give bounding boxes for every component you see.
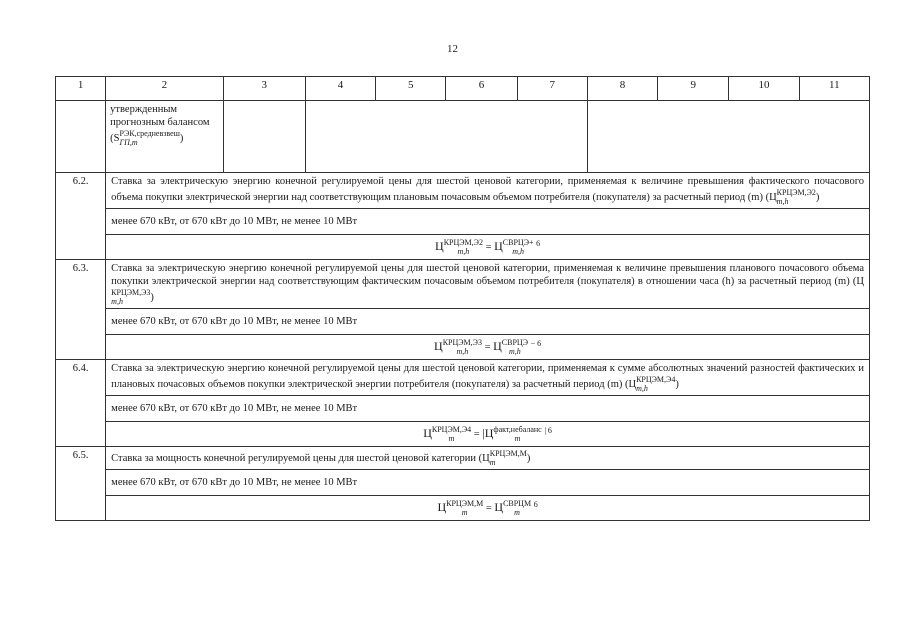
capacity-range: менее 670 кВт, от 670 кВт до 10 МВт, не менее 10 МВт xyxy=(106,470,870,496)
item-number: 6.2. xyxy=(56,173,106,260)
header-row xyxy=(56,77,870,101)
formula: Ц КРЦЭМ,Э4 m = |Ц факт,небаланс m $^{| 6}$ xyxy=(106,422,870,447)
formula: Ц КРЦЭМ,Э2 m,h = Ц СВРЦЭ+ m,h $^6$ xyxy=(106,235,870,260)
formula-row xyxy=(56,335,870,360)
formula: Ц КРЦЭМ,Э3 m,h = Ц СВРЦЭ m,h $^{- 6}$ xyxy=(106,335,870,360)
col-header: 10 xyxy=(729,77,799,101)
capacity-range: менее 670 кВт, от 670 кВт до 10 МВт, не менее 10 МВт xyxy=(106,396,870,422)
range-row xyxy=(56,470,870,496)
item-row xyxy=(56,360,870,396)
tariff-table xyxy=(55,76,870,521)
formula-row xyxy=(56,422,870,447)
item-number: 6.4. xyxy=(56,360,106,447)
item-description: Ставка за мощность конечной регулируемой цены для шестой ценовой категории (Ц КРЦЭМ,М m ) xyxy=(106,447,870,470)
item-row xyxy=(56,260,870,309)
page-number: 12 xyxy=(447,43,458,55)
formula-row xyxy=(56,496,870,521)
col-header: 3 xyxy=(223,77,305,101)
formula: Ц КРЦЭМ,М m = Ц СВРЦМ m $^6$ xyxy=(106,496,870,521)
range-row xyxy=(56,396,870,422)
col-header: 11 xyxy=(799,77,869,101)
col-header: 4 xyxy=(305,77,375,101)
item-description: Ставка за электрическую энергию конечной регулируемой цены для шестой ценовой категории, применяемая к величине превышения фактического почасового объема покупки электрической энергии над соответствующим плановым почасовым объемом потребителя (покупателя) за расчетный период (m) (Ц КРЦЭМ,Э2 m,h ) xyxy=(106,173,870,209)
col-header: 9 xyxy=(658,77,729,101)
continuation-row xyxy=(56,101,870,173)
item-row xyxy=(56,447,870,470)
item-number: 6.3. xyxy=(56,260,106,360)
item-number: 6.5. xyxy=(56,447,106,521)
capacity-range: менее 670 кВт, от 670 кВт до 10 МВт, не менее 10 МВт xyxy=(106,209,870,235)
col-header: 2 xyxy=(106,77,223,101)
item-row xyxy=(56,173,870,209)
col-header: 5 xyxy=(376,77,446,101)
range-row xyxy=(56,209,870,235)
continuation-text: утвержденным прогнозным балансом (S РЭК,средневзвеш ГП,m ) xyxy=(106,101,223,173)
col-header: 1 xyxy=(56,77,106,101)
col-header: 8 xyxy=(587,77,657,101)
formula-row xyxy=(56,235,870,260)
col-header: 6 xyxy=(446,77,517,101)
item-description: Ставка за электрическую энергию конечной регулируемой цены для шестой ценовой категории, применяемая к сумме абсолютных значений разностей фактических и плановых почасовых объемов покупки электрической энергии потребителя (покупателя) за расчетный период (m) (Ц КРЦЭМ,Э4 m,h ) xyxy=(106,360,870,396)
range-row xyxy=(56,309,870,335)
item-description: Ставка за электрическую энергию конечной регулируемой цены для шестой ценовой категории, применяемая к величине превышения планового почасового объема покупки электрической энергии над соответствующим фактическим почасовым объемом потребителя (покупателя) в отношении часа (h) за расчетный период (m) (Ц КРЦЭМ,Э3 m,h ) xyxy=(106,260,870,309)
capacity-range: менее 670 кВт, от 670 кВт до 10 МВт, не менее 10 МВт xyxy=(106,309,870,335)
col-header: 7 xyxy=(517,77,587,101)
